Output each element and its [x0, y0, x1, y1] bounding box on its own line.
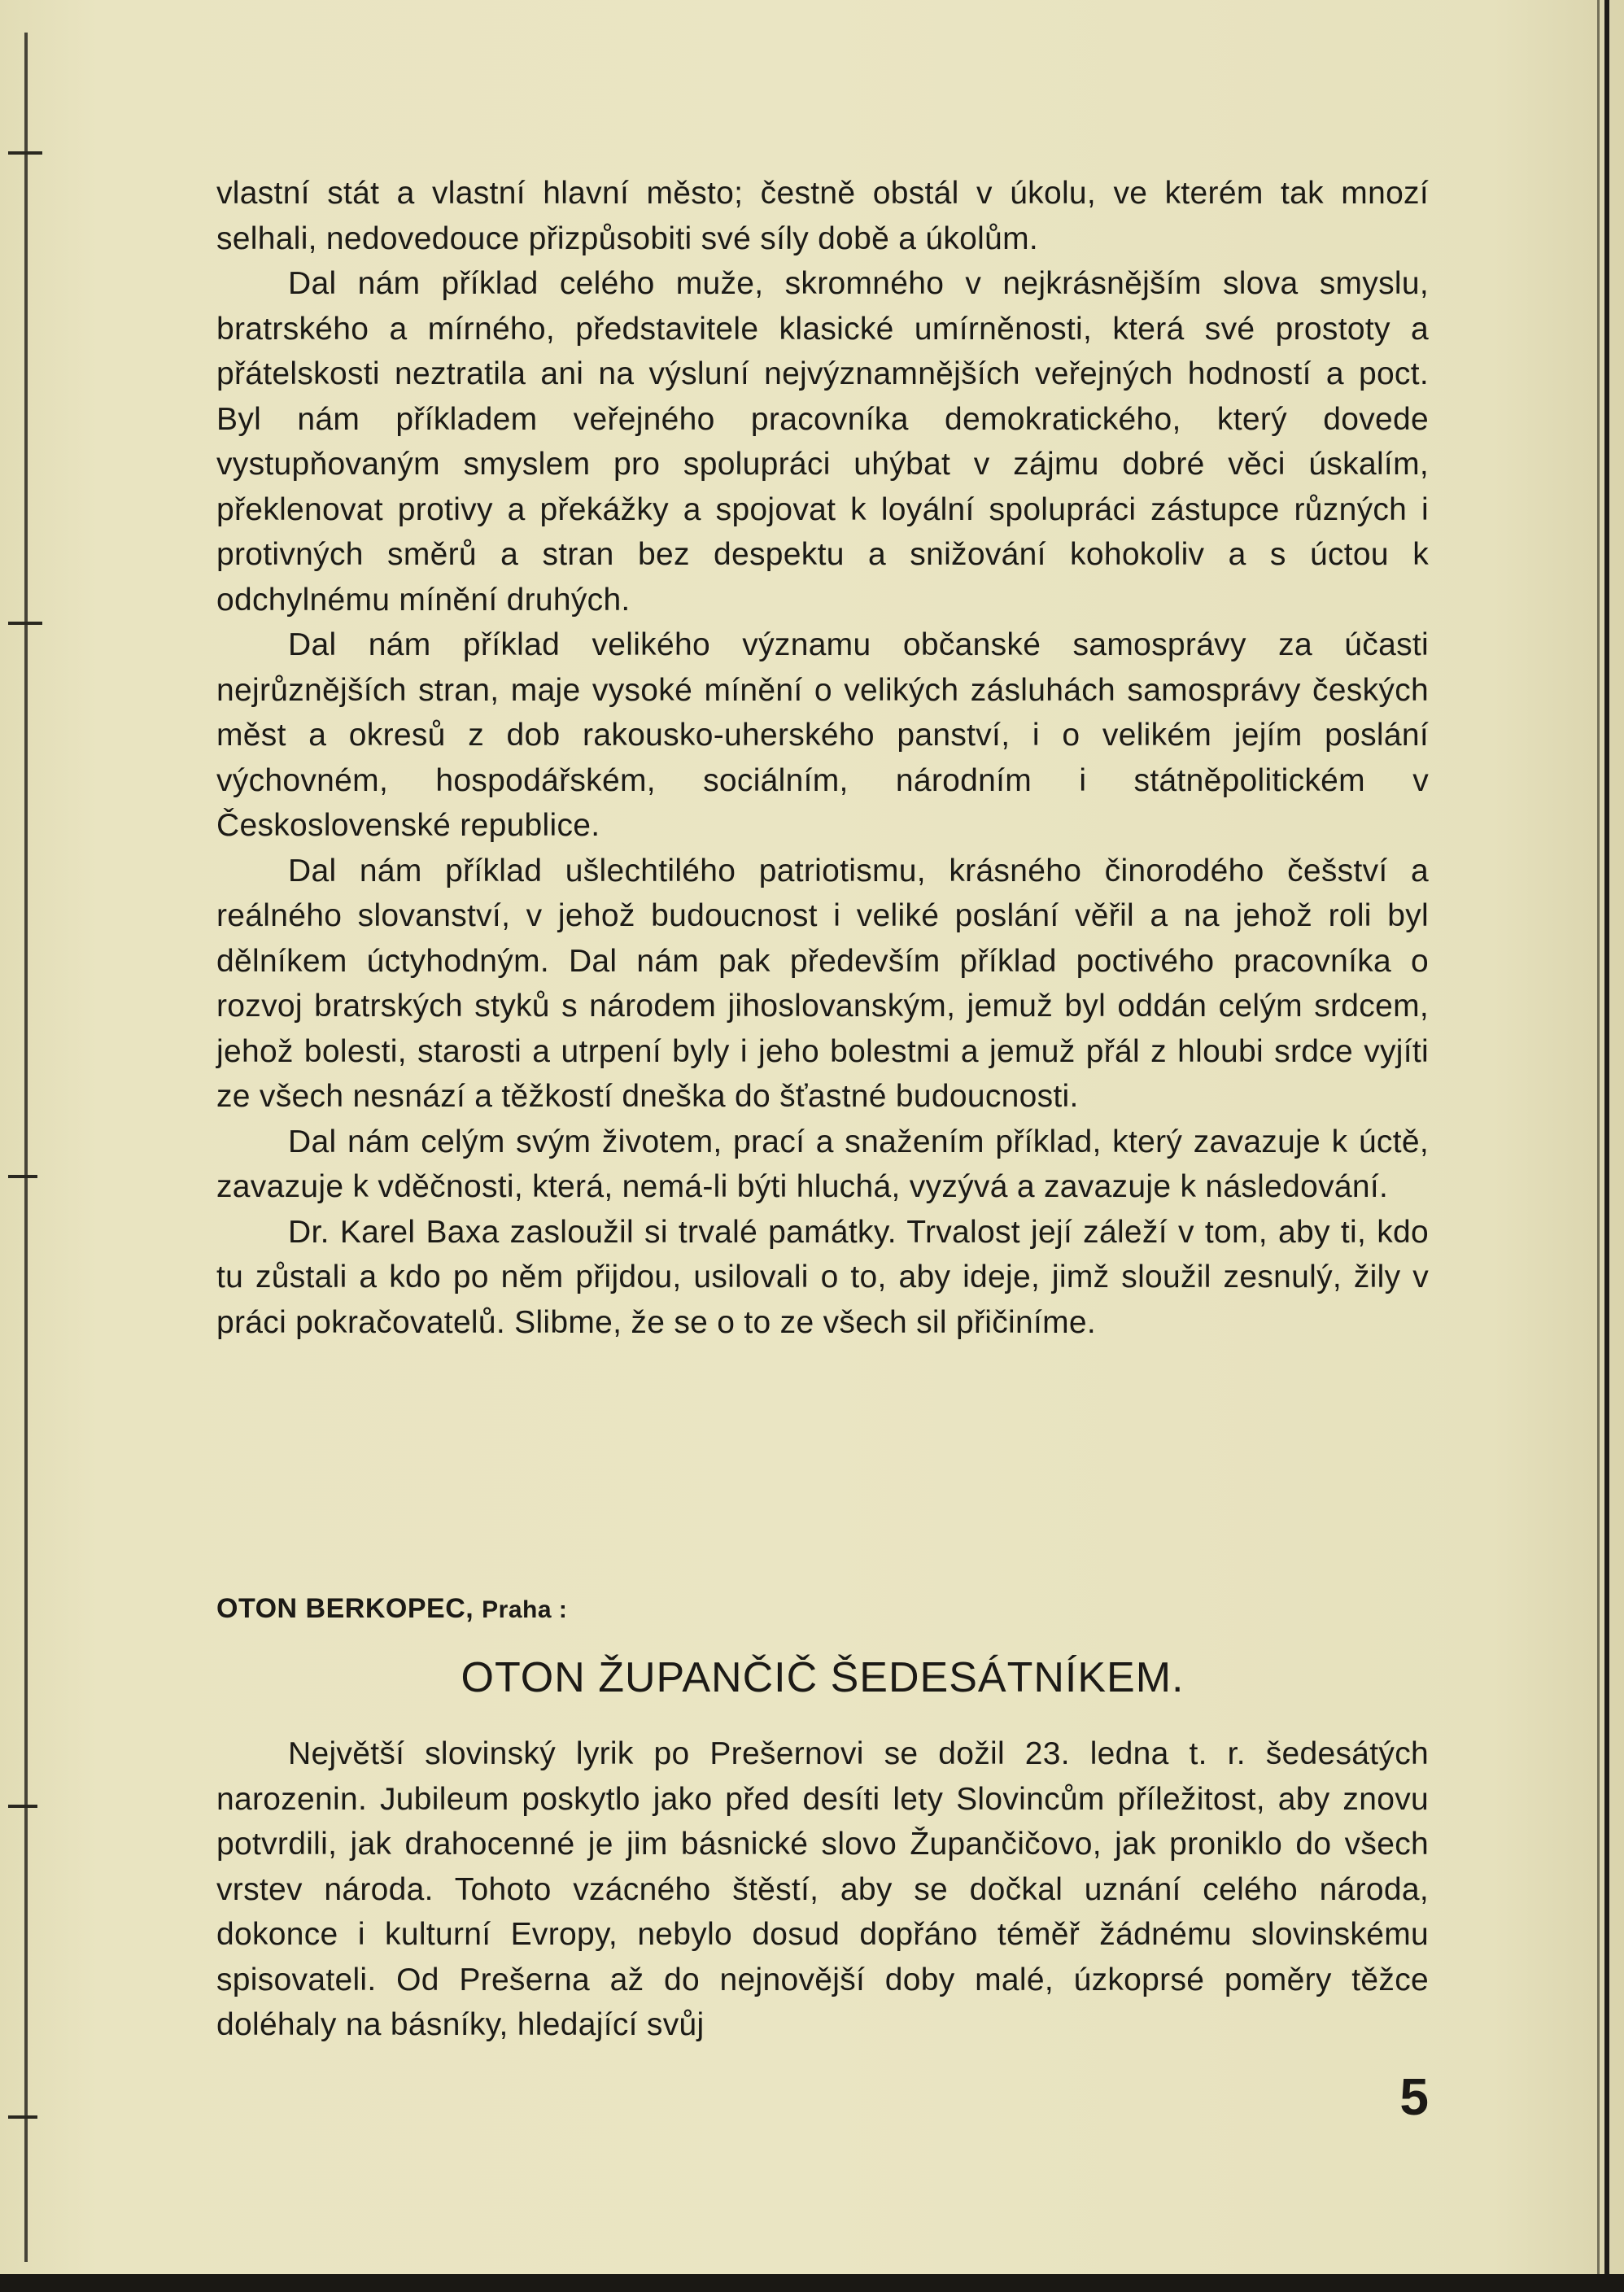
paragraph: Největší slovinský lyrik po Prešernovi se dožil 23. ledna t. r. šedesátých narozenin. Jubileum poskytlo jako před desíti lety Slovincům příležitost, aby znovu potvrdili, jak drahocenné je jim básnické slovo Župančičovo, jak proniklo do všech vrstev národa. Tohoto vzácného štěstí, aby se dočkal uznání celého národa, dokonce i kulturní Evropy, nebylo dosud dopřáno téměř žádnému slovinskému spisovateli. Od Prešerna až do nejnovější doby malé, úzkoprsé poměry těžce doléhaly na básníky, hledající svůj	[216, 1736, 1429, 2042]
paragraph: Dal nám příklad velikého významu občanské samosprávy za účasti nejrůznějších stran, maje vysoké mínění o velikých zásluhách samosprávy českých měst a okresů z dob rakousko-uherského panství, i o velikém jejím poslání výchovném, hospodářském, sociálním, národním i státněpolitickém v Československé republice.	[216, 627, 1429, 843]
paragraph: Dal nám příklad ušlechtilého patriotismu, krásného činorodého češství a reálného slovanství, v jehož budoucnost i veliké poslání věřil a na jehož roli byl dělníkem úctyhodným. Dal nám pak především příklad poctivého pracovníka o rozvoj bratrských styků s národem jihoslovanským, jemuž byl oddán celým srdcem, jehož bolesti, starosti a utrpení byly i jeho bolestmi a jemuž přál z hloubi srdce vyjíti ze všech nesnází a těžkostí dneška do šťastné budoucnosti.	[216, 853, 1429, 1114]
article-byline	[216, 1593, 567, 1625]
author-city: Praha :	[482, 1596, 568, 1623]
paragraph: vlastní stát a vlastní hlavní město; čestně obstál v úkolu, ve kterém tak mnozí selhali, nedovedouce přizpůsobiti své síly době a úkolům.	[216, 176, 1429, 256]
paragraph: Dal nám celým svým životem, prací a snažením příklad, který zavazuje k úctě, zavazuje k vděčnosti, která, nemá-li býti hluchá, vyzývá a zavazuje k následování.	[216, 1124, 1429, 1204]
binding-mark	[8, 622, 42, 625]
binding-mark	[8, 2115, 37, 2119]
page-right-edge	[1604, 0, 1609, 2292]
binding-edge-line	[24, 33, 28, 2262]
binding-mark	[8, 151, 42, 155]
page-right-edge-shadow	[1597, 0, 1600, 2292]
page-number: 5	[1399, 2067, 1429, 2126]
author-name: OTON BERKOPEC,	[216, 1593, 474, 1624]
article-title: OTON ŽUPANČIČ ŠEDESÁTNÍKEM.	[461, 1654, 1185, 1701]
paragraph: Dal nám příklad celého muže, skromného v nejkrásnějším slova smyslu, bratrského a mírného, představitele klasické umírněnosti, která své prostoty a přátelskosti neztratila ani na výsluní nejvýznamnějších veřejných hodností a poct. Byl nám příkladem veřejného pracovníka demokratického, který dovede vystupňovaným smyslem pro spolupráci uhýbat v zájmu dobré věci úskalím, překlenovat protivy a překážky a spojovat k loyální spolupráci zástupce různých i protivných směrů a stran bez despektu a snižování kohokoliv a s úctou k odchylnému mínění druhých.	[216, 266, 1429, 618]
binding-mark	[8, 1175, 37, 1178]
binding-mark	[8, 1805, 37, 1808]
article-body-zupancic	[216, 1731, 1429, 2048]
page-bottom-edge	[0, 2274, 1624, 2292]
article-body-baxa	[216, 171, 1429, 1345]
paragraph: Dr. Karel Baxa zasloužil si trvalé památky. Trvalost její záleží v tom, aby ti, kdo tu zůstali a kdo po něm přijdou, usilovali o to, aby ideje, jimž sloužil zesnulý, žily v práci pokračovatelů. Slibme, že se o to ze všech sil přičiníme.	[216, 1214, 1429, 1340]
